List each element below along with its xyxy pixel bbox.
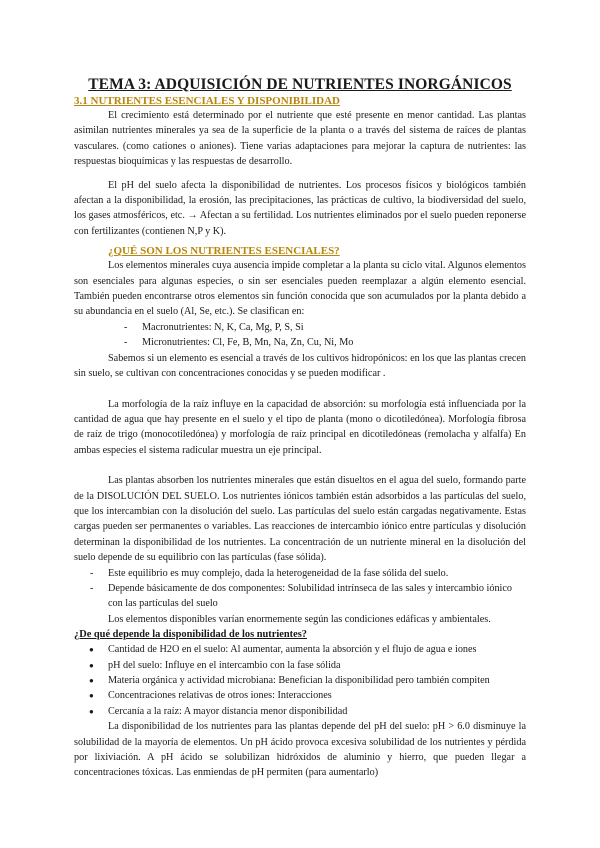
list-item-factor-h2o: ● Cantidad de H2O en el suelo: Al aumentar, aumenta la absorción y el flujo de agua e iones	[74, 642, 526, 657]
section-heading-que-son: ¿QUÉ SON LOS NUTRIENTES ESENCIALES?	[108, 245, 340, 258]
paragraph-morfologia-raiz: La morfología de la raíz influye en la capacidad de absorción: su morfología está influenciada por la cantidad de agua que hay presente en el suelo y el tipo de planta (mono o dicotiledónea). Morfología fibrosa de raíz de trigo (monocotiledónea) y morfología de raíz principal en dicotiledóneas (remolacha y alfalfa) En ambas especies el sistema radicular muestra un eje principal.	[74, 398, 526, 456]
page-title: TEMA 3: ADQUISICIÓN DE NUTRIENTES INORGÁNICOS	[88, 76, 512, 93]
question-heading: ¿De qué depende la disponibilidad de los nutrientes?	[74, 629, 307, 641]
equilibrium-list	[74, 566, 526, 612]
nutrient-classes-list	[74, 320, 526, 351]
list-item-factor-iones: ● Concentraciones relativas de otros iones: Interacciones	[74, 688, 526, 703]
paragraph-elementos-minerales: Los elementos minerales cuya ausencia impide completar a la planta su ciclo vital. Algunos elementos son esenciales para algunas especies, o sin ser esenciales pueden reemplazar a algún elemento esencial. También pueden encontrarse otros elementos sin función conocida que son acumulados por la planta debido a su abundancia en el suelo (Al, Se, etc.). Se clasifican en:	[74, 260, 526, 318]
paragraph-disponibilidad-ph: La disponibilidad de los nutrientes para las plantas depende del pH del suelo: pH > 6.0 disminuye la solubilidad de la mayoría de elementos. Un pH ácido provoca excesiva solubilidad de los nutrientes y pérdida por lixiviación. A pH ácido se solubilizan hidróxidos de aluminio y hierro, que pueden llegar a concentraciones tóxicas. Las enmiendas de pH permiten (para aumentarlo)	[74, 721, 526, 779]
paragraph-crecimiento: El crecimiento está determinado por el nutriente que esté presente en menor cantidad. Las plantas asimilan nutrientes minerales ya sea de la superficie de la planta o a través del sistema de raíces de plantas vasculares. (como cationes o aniones). Tiene varias adaptaciones para mejorar la captura de nutrientes: las respuestas bioquímicas y las respuestas de desarrollo.	[74, 110, 526, 168]
list-item-factor-ph: ● pH del suelo: Influye en el intercambio con la fase sólida	[74, 658, 526, 673]
factors-list	[74, 642, 526, 719]
list-item-componentes: - Depende básicamente de dos componentes: Solubilidad intrínseca de las sales y intercambio iónico con las partículas del suelo	[74, 581, 526, 612]
section-heading-nutrientes-esenciales: 3.1 NUTRIENTES ESENCIALES Y DISPONIBILIDAD	[74, 95, 341, 107]
paragraph-elementos-disponibles: Los elementos disponibles varían enormemente según las condiciones edáficas y ambientales.	[108, 613, 491, 625]
paragraph-ph-suelo: El pH del suelo afecta la disponibilidad de nutrientes. Los procesos físicos y biológicos también afectan a la disponibilidad, la erosión, las precipitaciones, las prácticas de cultivo, la biodiversidad del suelo, los gases atmosféricos, etc. → Afectan a su fertilidad. Los nutrientes eliminados por el suelo pueden reponerse con fertilizantes (contienen N,P y K).	[74, 179, 526, 237]
list-item-equilibrio: - Este equilibrio es muy complejo, dada la heterogeneidad de la fase sólida del suelo.	[74, 566, 526, 581]
paragraph-disolucion-suelo: Las plantas absorben los nutrientes minerales que están disueltos en el agua del suelo, formando parte de la DISOLUCIÓN DEL SUELO. Los nutrientes iónicos también están adsorbidos a las partículas del suelo, que los intercambian con la disolución del suelo. Las partículas del suelo están cargadas negativamente. Estas cargas pueden ser permanentes o variables. Las reacciones de intercambio iónico entre partículas y disolución determinan la disponibilidad de los nutrientes. La concentración de un nutriente mineral en la disolución del suelo depende de su equilibrio con las partículas (fase sólida).	[74, 475, 526, 564]
list-item-macronutrientes: - Macronutrientes: N, K, Ca, Mg, P, S, Si	[74, 320, 526, 335]
paragraph-hidroponicos: Sabemos si un elemento es esencial a través de los cultivos hidropónicos: en los que las plantas crecen sin suelo, se cultivan con concentraciones conocidas y se pueden modificar .	[74, 352, 526, 380]
list-item-factor-cercania: ● Cercanía a la raíz: A mayor distancia menor disponibilidad	[74, 704, 526, 719]
list-item-factor-materia-organica: ● Materia orgánica y actividad microbiana: Benefician la disponibilidad pero también compiten	[74, 673, 526, 688]
list-item-micronutrientes: - Micronutrientes: Cl, Fe, B, Mn, Na, Zn, Cu, Ni, Mo	[74, 335, 526, 350]
